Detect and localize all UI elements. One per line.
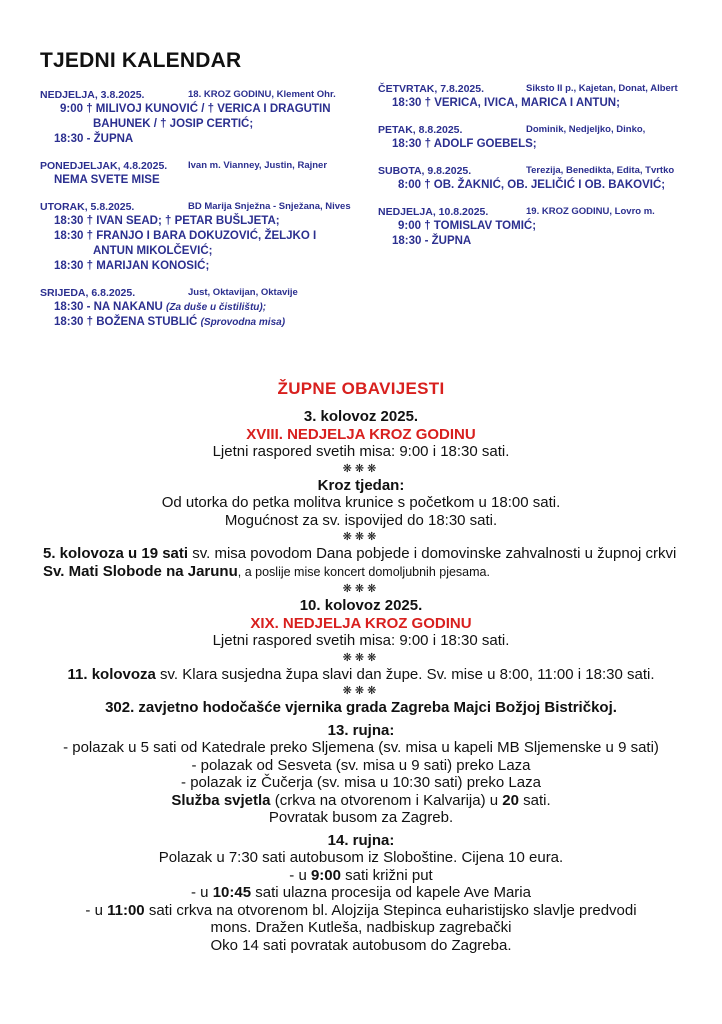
- sep13-heading: 13. rujna:: [327, 721, 395, 739]
- mass-entry: [40, 315, 370, 330]
- day-date: SUBOTA, 9.8.2025.: [378, 165, 472, 177]
- mass-entry: 18:30 † ADOLF GOEBELS;: [392, 138, 537, 150]
- day-date: NEDJELJA, 10.8.2025.: [378, 206, 489, 218]
- calendar-left-column: [40, 88, 370, 342]
- sep14-line: [0, 902, 722, 920]
- day-saints: Siksto II p., Kajetan, Donat, Albert: [526, 83, 678, 94]
- notice-text: sv. misa povodom Dana pobjede i domovinske zahvalnosti u župnoj crkvi: [188, 545, 677, 562]
- day-sunday-10: [378, 205, 698, 249]
- week-heading: Kroz tjedan:: [317, 476, 405, 494]
- sep13-line: - polazak iz Čučerja (sv. misa u 10:30 sati) preko Laza: [181, 774, 541, 791]
- mass-entry: 9:00 † MILIVOJ KUNOVIĆ / † VERICA I DRAGUTIN: [60, 103, 331, 115]
- line-text: sati ulazna procesija od kapele Ave Maria: [251, 884, 531, 901]
- day-date: ČETVRTAK, 7.8.2025.: [378, 83, 485, 95]
- mass-entry: 18:30 † VERICA, IVICA, MARICA I ANTUN;: [392, 97, 620, 109]
- sep14-heading: 14. rujna:: [327, 831, 395, 849]
- mass-entry-continued: ANTUN MIKOLČEVIĆ;: [93, 245, 213, 257]
- day-sunday-3: [40, 88, 370, 147]
- calendar-right-column: [378, 82, 698, 261]
- service-name: Služba svjetla: [171, 791, 271, 809]
- time: 11:00: [107, 901, 145, 919]
- notice-date: 11. kolovoza: [67, 665, 156, 683]
- day-saints: 18. KROZ GODINU, Klement Ohr.: [188, 89, 336, 100]
- day-wednesday-6: [40, 286, 370, 330]
- announcements-title: ŽUPNE OBAVIJESTI: [277, 379, 445, 398]
- mass-entry: 18:30 † IVAN SEAD; † PETAR BUŠLJETA;: [54, 215, 280, 227]
- notice-text: , a poslije mise koncert domoljubnih pjesama.: [237, 564, 490, 579]
- mass-entry: 8:00 † OB. ŽAKNIĆ, OB. JELIČIĆ I OB. BAKOVIĆ;: [398, 179, 666, 191]
- sep13-line: - polazak od Sesveta (sv. misa u 9 sati) preko Laza: [191, 756, 531, 774]
- sep14-line: [0, 867, 722, 885]
- day-date: PETAK, 8.8.2025.: [378, 124, 463, 136]
- sep13-line: Povratak busom za Zagreb.: [268, 809, 454, 826]
- sep14-line: [0, 884, 722, 902]
- sunday-date: 10. kolovoz 2025.: [299, 597, 423, 614]
- separator-stars: ❋❋❋: [342, 685, 380, 697]
- calendar-title: TJEDNI KALENDAR: [40, 49, 242, 72]
- sunday-date: 3. kolovoz 2025.: [303, 408, 419, 425]
- day-monday-4: [40, 159, 370, 188]
- mass-entry: [40, 300, 370, 315]
- separator-stars: ❋❋❋: [342, 583, 380, 595]
- day-saints: Ivan m. Vianney, Justin, Rajner: [188, 160, 328, 171]
- mass-entry: NEMA SVETE MISE: [54, 174, 160, 186]
- mass-text: 18:30 - NA NAKANU: [54, 301, 163, 313]
- sep14-line: Polazak u 7:30 sati autobusom iz Sloboštine. Cijena 10 eura.: [158, 849, 564, 866]
- victory-day-notice: [0, 545, 722, 581]
- line-prefix: - u: [289, 866, 311, 884]
- sunday-title: XVIII. NEDJELJA KROZ GODINU: [246, 425, 476, 443]
- mass-note: (Sprovodna misa): [200, 317, 286, 328]
- mass-text: 18:30 † BOŽENA STUBLIĆ: [54, 316, 198, 328]
- notice-date: 5. kolovoza u 19 sati: [43, 545, 189, 562]
- sep14-line: mons. Dražen Kutleša, nadbiskup zagrebački: [210, 919, 512, 936]
- day-saints: 19. KROZ GODINU, Lovro m.: [526, 206, 655, 217]
- line-text: sati crkva na otvorenom bl. Alojzija Stepinca euharistijsko slavlje predvodi: [144, 901, 637, 919]
- day-friday-8: [378, 123, 698, 152]
- church-name: Sv. Mati Slobode na Jarunu: [43, 562, 238, 580]
- day-date: SRIJEDA, 6.8.2025.: [40, 287, 136, 299]
- day-date: NEDJELJA, 3.8.2025.: [40, 89, 145, 101]
- day-saturday-9: [378, 164, 698, 193]
- separator-stars: ❋❋❋: [342, 651, 380, 664]
- mass-entry: 18:30 † MARIJAN KONOSIĆ;: [54, 260, 210, 272]
- mass-note: (Za duše u čistilištu);: [166, 302, 267, 313]
- sep14-line: Oko 14 sati povratak autobusom do Zagreba.: [210, 936, 512, 954]
- sunday-title: XIX. NEDJELJA KROZ GODINU: [250, 614, 472, 632]
- service-text: sati.: [518, 791, 551, 809]
- mass-entry: 9:00 † TOMISLAV TOMIĆ;: [398, 220, 537, 232]
- day-date: PONEDJELJAK, 4.8.2025.: [40, 160, 168, 172]
- sep13-line: - polazak u 5 sati od Katedrale preko Sljemena (sv. misa u kapeli MB Sljemenske u 9 sati): [63, 739, 659, 756]
- parish-announcements: [0, 378, 722, 954]
- time: 10:45: [212, 884, 252, 901]
- mass-entry-continued: BAHUNEK / † JOSIP CERTIĆ;: [93, 118, 254, 130]
- sep13-line: [0, 792, 722, 810]
- st-clare-notice: [0, 666, 722, 684]
- line-prefix: - u: [85, 901, 108, 919]
- mass-entry: 18:30 - ŽUPNA: [54, 133, 134, 145]
- day-saints: BD Marija Snježna - Snježana, Nives: [188, 201, 351, 212]
- day-thursday-7: [378, 82, 698, 111]
- service-hour: 20: [502, 791, 519, 809]
- line-prefix: - u: [191, 884, 213, 901]
- time: 9:00: [310, 866, 341, 884]
- mass-schedule: Ljetni raspored svetih misa: 9:00 i 18:30 sati.: [212, 632, 510, 649]
- day-saints: Dominik, Nedjeljko, Dinko,: [526, 124, 646, 135]
- pilgrimage-title: 302. zavjetno hodočašće vjernika grada Zagreba Majci Božjoj Bistričkoj.: [105, 699, 617, 716]
- mass-entry: 18:30 - ŽUPNA: [392, 235, 472, 247]
- day-saints: Just, Oktavijan, Oktavije: [188, 287, 298, 298]
- week-line: Mogućnost za sv. ispovijed do 18:30 sati.: [224, 511, 498, 529]
- day-saints: Terezija, Benedikta, Edita, Tvrtko: [526, 165, 675, 176]
- mass-entry: 18:30 † FRANJO I BARA DOKUZOVIĆ, ŽELJKO I: [54, 230, 317, 242]
- day-tuesday-5: [40, 200, 370, 274]
- notice-text: sv. Klara susjedna župa slavi dan župe. Sv. mise u 8:00, 11:00 i 18:30 sati.: [155, 665, 655, 683]
- line-text: sati križni put: [341, 866, 433, 884]
- week-line: Od utorka do petka molitva krunice s početkom u 18:00 sati.: [161, 494, 561, 511]
- separator-stars: ❋❋❋: [342, 462, 380, 475]
- day-date: UTORAK, 5.8.2025.: [40, 201, 135, 213]
- mass-schedule: Ljetni raspored svetih misa: 9:00 i 18:30 sati.: [212, 443, 510, 460]
- service-text: (crkva na otvorenom i Kalvarija) u: [270, 791, 503, 809]
- separator-stars: ❋❋❋: [342, 531, 380, 543]
